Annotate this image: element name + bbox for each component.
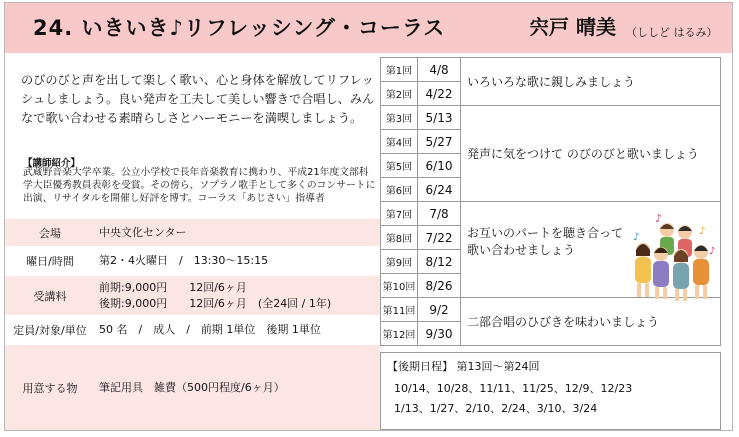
profile-text: 武蔵野音楽大学卒業。公立小学校で長年音楽教育に携わり、平成21年度文部科学大臣優秀教員表彰を受賞。その傍ら、ソプラノ歌手として多くのコンサートに出演、リサイタルを開催し好評を博す。コーラス「あじさい」指導者 [23, 167, 376, 204]
fee-row [5, 276, 380, 315]
session-number: 第10回 [381, 274, 418, 298]
session-date: 4/22 [418, 82, 461, 106]
schedule-row [381, 58, 721, 82]
fee-line-second: 後期:9,000円 12回/6ヶ月 (全24回 / 1年) [99, 296, 332, 310]
course-card [4, 2, 733, 431]
session-topic: いろいろな歌に親しみましょう [461, 58, 721, 106]
schedule-row [381, 106, 721, 130]
capacity-value: 50 名 / 成人 / 前期 1単位 後期 1単位 [99, 323, 321, 336]
session-date: 6/24 [418, 178, 461, 202]
session-number: 第5回 [381, 154, 418, 178]
venue-value: 中央文化センター [99, 225, 187, 239]
svg-text:♪: ♪ [699, 226, 706, 237]
session-date: 9/2 [418, 298, 461, 322]
venue-row [5, 219, 380, 246]
session-topic: 二部合唱のひびきを味わいましょう [461, 298, 721, 346]
session-number: 第9回 [381, 250, 418, 274]
fee-label: 受講料 [33, 289, 67, 303]
session-number: 第8回 [381, 226, 418, 250]
items-value: 筆記用具 雑費（500円程度/6ヶ月） [99, 380, 285, 394]
session-date: 7/22 [418, 226, 461, 250]
capacity-row [5, 315, 380, 345]
session-date: 6/10 [418, 154, 461, 178]
venue-label: 会場 [39, 226, 61, 240]
course-header [5, 3, 732, 53]
session-number: 第12回 [381, 322, 418, 346]
course-description: のびのびと声を出して楽しく歌い、心と身体を解放してリフレッシュしましょう。良い発声を工夫して美しい響きで合唱し、みんなで歌い合わせる素晴らしさとハーモニーを満喫しましょう。 [21, 73, 375, 125]
session-date: 8/26 [418, 274, 461, 298]
session-date: 5/27 [418, 130, 461, 154]
session-number: 第7回 [381, 202, 418, 226]
session-date: 8/12 [418, 250, 461, 274]
fee-line-first: 前期:9,000円 12回/6ヶ月 [99, 280, 247, 294]
topic-line-first: お互いのパートを聴き合って [467, 226, 624, 240]
session-number: 第1回 [381, 58, 418, 82]
time-value: 第2・4火曜日 / 13:30〜15:15 [99, 254, 269, 267]
svg-text:♪: ♪ [633, 232, 640, 243]
instructor-reading: （ししど はるみ） [626, 26, 718, 39]
topic-line-second: 歌い合わせましょう [467, 243, 576, 257]
session-topic: 発声に気をつけて のびのびと歌いましょう [461, 106, 721, 202]
svg-text:♪: ♪ [709, 246, 716, 257]
fee-value [95, 280, 331, 312]
later-dates-line-second: 1/13、1/27、2/10、2/24、3/10、3/24 [394, 402, 598, 415]
instructor-name: 宍戸 晴美 [529, 15, 616, 39]
profile-heading: 【講師紹介】 [23, 158, 81, 169]
svg-text:♪: ♪ [655, 212, 663, 225]
time-row [5, 246, 380, 276]
singing-choir-illustration [625, 210, 721, 306]
course-title: 24. いきいき♪リフレッシング・コーラス [33, 16, 446, 40]
items-row [5, 345, 380, 430]
session-number: 第3回 [381, 106, 418, 130]
later-schedule-heading: 【後期日程】 第13回〜第24回 [387, 360, 540, 373]
items-label: 用意する物 [22, 381, 78, 395]
session-number: 第4回 [381, 130, 418, 154]
time-label: 曜日/時間 [26, 255, 74, 268]
later-dates-line-first: 10/14、10/28、11/11、11/25、12/9、12/23 [394, 382, 633, 395]
capacity-label: 定員/対象/単位 [13, 324, 87, 337]
session-date: 5/13 [418, 106, 461, 130]
session-date: 9/30 [418, 322, 461, 346]
session-number: 第11回 [381, 298, 418, 322]
session-date: 7/8 [418, 202, 461, 226]
later-schedule-box [380, 352, 721, 430]
session-number: 第6回 [381, 178, 418, 202]
session-date: 4/8 [418, 58, 461, 82]
session-number: 第2回 [381, 82, 418, 106]
